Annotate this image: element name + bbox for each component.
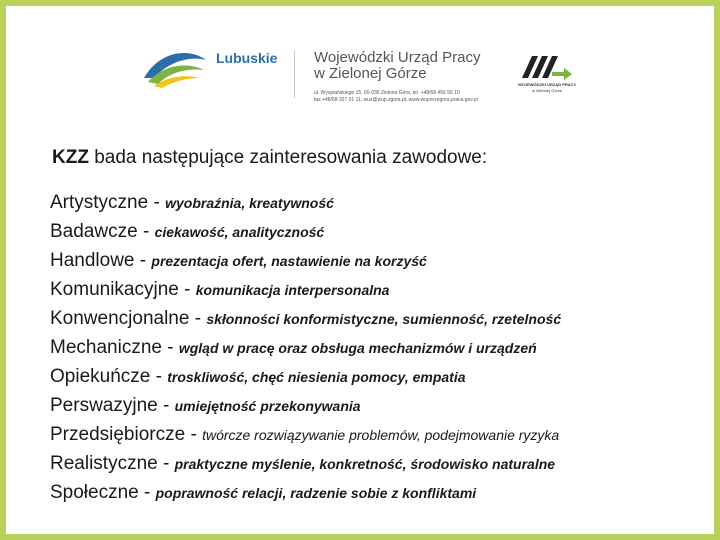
interest-description: twórcze rozwiązywanie problemów, podejmowanie ryzyka [202,427,560,443]
interest-item [50,246,561,275]
header [6,6,714,116]
interest-name: Komunikacyjne [50,279,179,300]
interest-description: praktyczne myślenie, konkretność, środowisko naturalne [174,456,556,472]
interest-separator: - [138,482,156,503]
interest-name: Artystyczne [50,192,149,213]
interest-name: Społeczne [50,482,139,503]
interest-separator: - [148,192,166,213]
interest-separator: - [134,250,152,271]
interest-separator: - [157,453,175,474]
interest-name: Przedsiębiorcze [50,424,186,445]
office-title-line2: w Zielonej Górze [314,65,427,82]
interest-description: ciekawość, analityczność [154,224,325,240]
interest-description: skłonności konformistyczne, sumienność, rzetelność [206,311,562,327]
interest-list [50,188,561,507]
office-title-line1: Wojewódzki Urząd Pracy [314,49,481,66]
lubuskie-logo [140,42,290,92]
interest-separator: - [137,221,155,242]
interest-description: prezentacja ofert, nastawienie na korzyść [151,253,427,269]
header-divider [294,50,295,98]
interest-separator: - [189,308,207,329]
wup-logo-caption1: WOJEWÓDZKI URZĄD PRACY [518,82,577,87]
wup-emblem-icon [512,50,578,82]
interest-item [50,478,561,507]
interest-item [50,420,561,449]
slide [6,6,714,534]
interest-separator: - [157,395,175,416]
interest-name: Opiekuńcze [50,366,151,387]
interest-name: Handlowe [50,250,135,271]
wup-logo-caption2: w Zielonej Górze [532,88,563,93]
interest-item [50,449,561,478]
interest-item [50,304,561,333]
wup-logo [512,50,578,102]
interest-item [50,275,561,304]
interest-item [50,391,561,420]
intro-acronym: KZZ [52,147,89,168]
interest-name: Badawcze [50,221,138,242]
interest-separator: - [185,424,203,445]
lubuskie-emblem-icon [140,42,210,92]
office-address [314,90,504,104]
interest-name: Realistyczne [50,453,158,474]
intro-heading [52,147,487,169]
office-address-line1: ul. Wyspiańskiego 15, 65-036 Zielona Góra, tel. +48/68 456 56 10 [314,90,460,96]
office-address-line2: fax +48/68 327 01 11, wuz@wup.zgora.pl, www.wuporzegora.praca.gov.pl [314,97,478,103]
interest-description: troskliwość, chęć niesienia pomocy, empatia [167,369,466,385]
lubuskie-logo-text: Lubuskie [216,50,278,66]
interest-item [50,217,561,246]
interest-separator: - [178,279,196,300]
interest-name: Konwencjonalne [50,308,190,329]
interest-description: wyobraźnia, kreatywność [165,195,334,211]
interest-separator: - [161,337,179,358]
interest-item [50,333,561,362]
interest-name: Mechaniczne [50,337,162,358]
interest-item [50,188,561,217]
interest-separator: - [150,366,168,387]
interest-description: komunikacja interpersonalna [195,282,390,298]
interest-name: Perswazyjne [50,395,158,416]
interest-item [50,362,561,391]
office-title [314,50,480,82]
intro-text: bada następujące zainteresowania zawodowe: [88,147,488,168]
interest-description: poprawność relacji, radzenie sobie z konfliktami [155,485,477,501]
interest-description: wgląd w pracę oraz obsługa mechanizmów i urządzeń [178,340,537,356]
interest-description: umiejętność przekonywania [174,398,361,414]
